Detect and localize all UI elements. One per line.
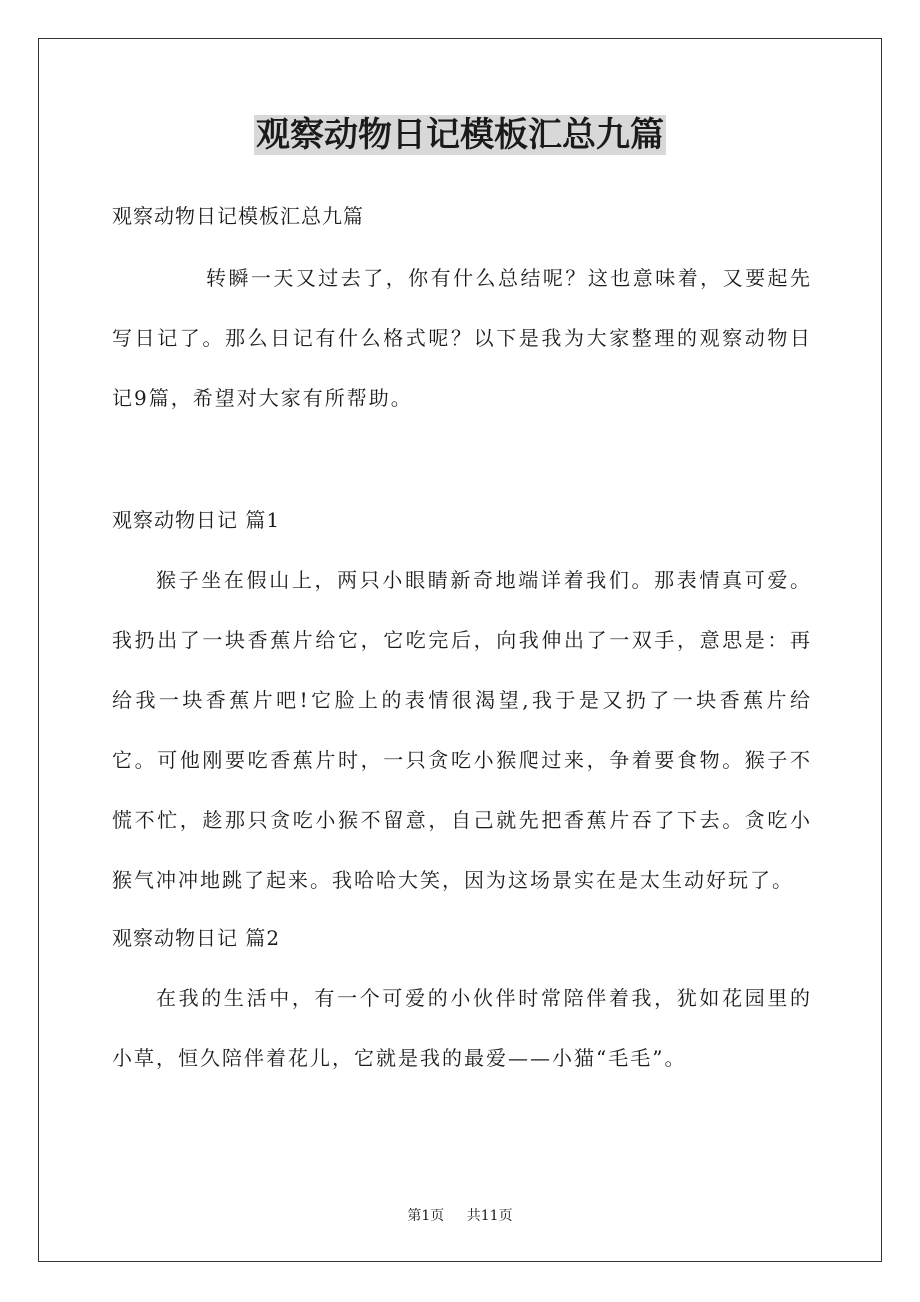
- intro-paragraph: 转瞬一天又过去了，你有什么总结呢？这也意味着，又要起先写日记了。那么日记有什么格式呢？以下是我为大家整理的观察动物日记9篇，希望对大家有所帮助。: [112, 266, 812, 410]
- document-body: [112, 188, 812, 1088]
- section-heading-1: 观察动物日记 篇1: [112, 508, 281, 532]
- page-number-current: 第1页: [407, 1208, 445, 1224]
- page-footer: [0, 1206, 920, 1226]
- section-paragraph-1: 猴子坐在假山上，两只小眼睛新奇地端详着我们。那表情真可爱。我扔出了一块香蕉片给它，它吃完后，向我伸出了一双手，意思是：再给我一块香蕉片吧!它脸上的表情很渴望,我于是又扔了一块香蕉片给它。可他刚要吃香蕉片时，一只贪吃小猴爬过来，争着要食物。猴子不慌不忙，趁那只贪吃小猴不留意，自己就先把香蕉片吞了下去。贪吃小猴气冲冲地跳了起来。我哈哈大笑，因为这场景实在是太生动好玩了。: [112, 568, 812, 892]
- document-title: [0, 110, 920, 160]
- page-number-total: 共11页: [466, 1208, 513, 1224]
- section-heading-2: 观察动物日记 篇2: [112, 926, 281, 950]
- section-paragraph-2: 在我的生活中，有一个可爱的小伙伴时常陪伴着我，犹如花园里的小草，恒久陪伴着花儿，它就是我的最爱——小猫“毛毛”。: [112, 986, 812, 1070]
- document-subtitle: 观察动物日记模板汇总九篇: [112, 204, 364, 228]
- document-title-text: 观察动物日记模板汇总九篇: [256, 115, 664, 155]
